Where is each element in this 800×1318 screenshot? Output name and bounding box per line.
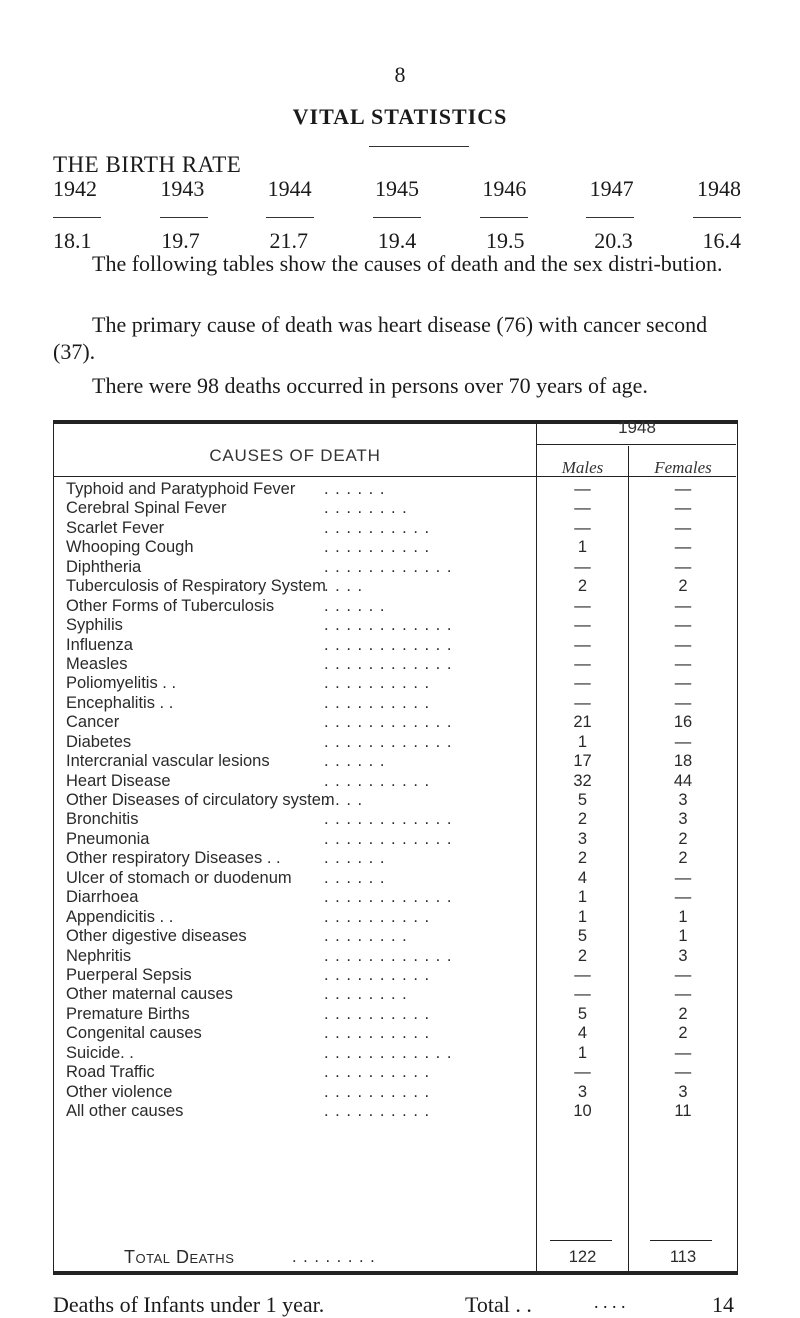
- females-count: 2: [678, 1024, 688, 1043]
- total-deaths-label: Total Deaths: [124, 1247, 235, 1267]
- females-count: —: [674, 499, 692, 518]
- year-1947: 1947: [589, 176, 634, 201]
- males-count: 5: [577, 791, 588, 809]
- males-count: —: [574, 518, 591, 537]
- males-count: 5: [577, 1004, 588, 1023]
- males-sum-rule: [550, 1240, 612, 1241]
- females-count: —: [674, 480, 692, 498]
- table-row: [54, 810, 736, 829]
- rate-1944: 21.7: [269, 228, 308, 253]
- rate-1945: 19.4: [377, 228, 417, 253]
- females-count: —: [674, 654, 692, 673]
- cause-label: Nephritis: [66, 946, 132, 965]
- leader-dots: . . . .: [324, 791, 364, 809]
- page-title: VITAL STATISTICS: [292, 104, 508, 129]
- cause-label: Other maternal causes: [66, 985, 233, 1004]
- males-count: 1: [577, 538, 588, 557]
- leader-dots: . . . . . .: [324, 480, 386, 498]
- females-count: —: [674, 635, 692, 654]
- table-row: [54, 616, 736, 635]
- causes-of-death-table: [53, 420, 738, 1275]
- females-count: 1: [678, 927, 688, 946]
- females-count: —: [674, 616, 692, 635]
- table-row: [54, 830, 736, 849]
- leader-dots: . . . .: [324, 577, 364, 596]
- males-count: 1: [577, 1043, 588, 1062]
- table-row: [54, 927, 736, 946]
- table-row: [54, 733, 736, 752]
- infant-deaths-label: Deaths of Infants under 1 year.: [53, 1292, 325, 1317]
- leader-dots: . . . . . . . . . .: [324, 1024, 431, 1043]
- leader-dots: . . . . . . . . . . . .: [324, 946, 453, 965]
- table-row: [54, 1044, 736, 1063]
- cause-label: Suicide. .: [66, 1043, 134, 1062]
- cause-label: Whooping Cough: [66, 538, 194, 557]
- rate-1942: 18.1: [53, 228, 92, 253]
- females-count: —: [674, 518, 692, 537]
- table-row: [54, 713, 736, 732]
- males-count: 2: [577, 810, 588, 829]
- females-count: —: [674, 557, 692, 576]
- females-count: —: [674, 868, 692, 887]
- table-row: [54, 694, 736, 713]
- males-count: —: [574, 965, 591, 984]
- cause-label: Premature Births: [66, 1004, 190, 1023]
- cause-label: Diabetes: [66, 732, 132, 751]
- rate-1948: 16.4: [702, 228, 741, 253]
- table-row: [54, 985, 736, 1004]
- males-count: 2: [577, 946, 588, 965]
- year-1943: 1943: [160, 176, 205, 201]
- table-row: [54, 791, 736, 810]
- leader-dots: . . . . . . . . . . . .: [324, 654, 453, 673]
- males-count: 1: [577, 732, 588, 751]
- cause-label: Other violence: [66, 1082, 173, 1101]
- leader-dots: . . . . . . . .: [324, 927, 408, 946]
- leader-dots: . . . . . . . .: [324, 499, 408, 518]
- cause-label: Heart Disease: [66, 771, 171, 790]
- infant-total-dots: . . . .: [594, 1292, 626, 1312]
- males-count: 5: [577, 927, 588, 946]
- females-count: 3: [678, 1082, 688, 1101]
- cause-label: Other respiratory Diseases . .: [66, 849, 281, 868]
- table-row: [54, 772, 736, 791]
- cause-label: Other Forms of Tuberculosis: [66, 596, 275, 615]
- males-count: —: [574, 557, 591, 576]
- table-row: [54, 499, 736, 518]
- table-row: [54, 597, 736, 616]
- cause-label: Congenital causes: [66, 1024, 202, 1043]
- males-count: 32: [573, 771, 592, 790]
- cause-label: Scarlet Fever: [66, 518, 165, 537]
- leader-dots: . . . . . . . . . . . .: [324, 810, 453, 829]
- cause-label: Other Diseases of circulatory system: [66, 791, 335, 809]
- table-row: [54, 888, 736, 907]
- females-count: —: [674, 674, 692, 693]
- females-count: 16: [673, 713, 693, 732]
- leader-dots: . . . . . . . . . . . .: [324, 557, 453, 576]
- table-row: [54, 519, 736, 538]
- year-header: 1948: [618, 418, 656, 437]
- females-header: Females: [654, 458, 712, 477]
- females-count: 2: [678, 829, 688, 848]
- leader-dots: . . . . . . . . . .: [324, 1102, 431, 1120]
- males-count: —: [574, 654, 591, 673]
- males-count: 2: [577, 849, 588, 868]
- females-count: —: [674, 693, 692, 712]
- table-row: [54, 558, 736, 577]
- females-count: 11: [674, 1102, 692, 1120]
- males-count: —: [574, 1063, 591, 1082]
- leader-dots: . . . . . . . . . .: [324, 1063, 431, 1082]
- rate-1946: 19.5: [486, 228, 525, 253]
- females-count: 18: [673, 752, 693, 771]
- females-count: 1: [678, 907, 688, 926]
- males-count: 17: [573, 752, 592, 771]
- total-leader-dots: . . . . . . . .: [292, 1248, 376, 1266]
- leader-dots: . . . . . . . .: [324, 985, 408, 1004]
- paragraph-primary-cause: The primary cause of death was heart disease (76) with cancer second (37).: [53, 312, 708, 364]
- males-count: —: [574, 596, 591, 615]
- leader-dots: . . . . . . . . . .: [324, 538, 431, 557]
- females-count: 2: [678, 849, 688, 868]
- cause-label: Cerebral Spinal Fever: [66, 499, 227, 518]
- females-count: —: [674, 985, 692, 1004]
- females-count: 2: [678, 1004, 688, 1023]
- females-count: —: [674, 732, 692, 751]
- males-count: 1: [577, 888, 588, 907]
- total-females: 113: [669, 1248, 697, 1266]
- cause-label: Puerperal Sepsis: [66, 965, 192, 984]
- females-count: —: [674, 538, 692, 557]
- table-row: [54, 1024, 736, 1043]
- males-count: —: [574, 480, 591, 498]
- leader-dots: . . . . . . . . . .: [324, 1082, 431, 1101]
- table-row: [54, 869, 736, 888]
- table-row: [54, 674, 736, 693]
- males-count: —: [574, 635, 591, 654]
- table-row: [54, 908, 736, 927]
- cause-label: Measles: [66, 654, 128, 673]
- males-count: 4: [577, 868, 588, 887]
- table-row: [54, 947, 736, 966]
- males-count: 3: [577, 829, 588, 848]
- males-count: —: [574, 985, 591, 1004]
- leader-dots: . . . . . .: [324, 596, 386, 615]
- cause-label: Intercranial vascular lesions: [66, 752, 270, 771]
- males-header: Males: [561, 458, 604, 477]
- total-deaths-row: [54, 1247, 736, 1267]
- cause-label: Other digestive diseases: [66, 927, 247, 946]
- table-row: [54, 752, 736, 771]
- cause-label: All other causes: [66, 1102, 184, 1120]
- cause-label: Road Traffic: [66, 1063, 155, 1082]
- table-row: [54, 1063, 736, 1082]
- cause-label: Ulcer of stomach or duodenum: [66, 868, 292, 887]
- table-row: [54, 1083, 736, 1102]
- paragraph-sex-distribution: The following tables show the causes of death and the sex distri-bution.: [92, 251, 723, 276]
- year-header-rule: [536, 444, 736, 445]
- cause-label: Cancer: [66, 713, 120, 732]
- cause-rows: [54, 480, 736, 1121]
- leader-dots: . . . . . . . . . . . .: [324, 616, 453, 635]
- females-count: 44: [673, 771, 693, 790]
- males-count: 1: [577, 907, 588, 926]
- cause-label: Appendicitis . .: [66, 907, 174, 926]
- birth-rate-rules: [53, 217, 741, 218]
- cause-label: Poliomyelitis . .: [66, 674, 177, 693]
- males-count: —: [574, 616, 591, 635]
- table-row: [54, 966, 736, 985]
- females-count: —: [674, 596, 692, 615]
- cause-label: Syphilis: [66, 616, 123, 635]
- cause-label: Diphtheria: [66, 557, 142, 576]
- leader-dots: . . . . . . . . . .: [324, 518, 431, 537]
- cause-label: Encephalitis . .: [66, 693, 174, 712]
- females-count: —: [674, 1043, 692, 1062]
- cause-label: Influenza: [66, 635, 133, 654]
- paragraph-over-70: There were 98 deaths occurred in persons over 70 years of age.: [92, 373, 648, 398]
- cause-label: Typhoid and Paratyphoid Fever: [66, 480, 296, 498]
- year-1942: 1942: [53, 176, 97, 201]
- females-count: —: [674, 965, 692, 984]
- table-row: [54, 849, 736, 868]
- rate-1943: 19.7: [161, 228, 200, 253]
- title-underline: [369, 146, 469, 147]
- table-row: [54, 577, 736, 596]
- females-count: 3: [678, 946, 688, 965]
- leader-dots: . . . . . . . . . .: [324, 674, 431, 693]
- females-count: —: [674, 1063, 692, 1082]
- leader-dots: . . . . . .: [324, 849, 386, 868]
- cause-label: Bronchitis: [66, 810, 139, 829]
- leader-dots: . . . . . . . . . .: [324, 771, 431, 790]
- males-count: 21: [573, 713, 592, 732]
- leader-dots: . . . . . .: [324, 868, 386, 887]
- leader-dots: . . . . . . . . . . . .: [324, 1043, 453, 1062]
- leader-dots: . . . . . . . . . .: [324, 693, 431, 712]
- leader-dots: . . . . . . . . . .: [324, 907, 431, 926]
- males-count: 3: [577, 1082, 588, 1101]
- females-count: —: [674, 888, 692, 907]
- table-row: [54, 655, 736, 674]
- page-number: 8: [394, 62, 406, 87]
- cause-label: Pneumonia: [66, 829, 150, 848]
- birth-rate-years: [53, 176, 741, 202]
- infant-total-name: Total . .: [465, 1292, 532, 1317]
- cause-label: Diarrhoea: [66, 888, 139, 907]
- females-count: 3: [678, 810, 688, 829]
- cause-label: Tuberculosis of Respiratory System: [66, 577, 326, 596]
- leader-dots: . . . . . .: [324, 752, 386, 771]
- table-row: [54, 1102, 736, 1121]
- rate-1947: 20.3: [594, 228, 633, 253]
- infant-total-value: 14: [712, 1292, 734, 1317]
- total-males: 122: [568, 1248, 597, 1266]
- leader-dots: . . . . . . . . . . . .: [324, 888, 453, 907]
- table-row: [54, 636, 736, 655]
- year-1946: 1946: [482, 176, 527, 201]
- females-sum-rule: [650, 1240, 712, 1241]
- males-count: 4: [577, 1024, 588, 1043]
- table-row: [54, 480, 736, 499]
- males-count: —: [574, 674, 591, 693]
- birth-rate-heading: THE BIRTH RATE: [53, 152, 242, 177]
- leader-dots: . . . . . . . . . . . .: [324, 713, 453, 732]
- leader-dots: . . . . . . . . . . . .: [324, 635, 453, 654]
- causes-header: CAUSES OF DEATH: [209, 446, 381, 465]
- year-1944: 1944: [267, 176, 312, 201]
- year-1945: 1945: [374, 176, 419, 201]
- males-count: —: [574, 499, 591, 518]
- females-count: 3: [678, 791, 688, 809]
- leader-dots: . . . . . . . . . . . .: [324, 732, 453, 751]
- males-count: 2: [577, 577, 588, 596]
- females-count: 2: [678, 577, 688, 596]
- table-row: [54, 1005, 736, 1024]
- year-1948: 1948: [696, 176, 741, 201]
- males-count: —: [574, 693, 591, 712]
- leader-dots: . . . . . . . . . .: [324, 965, 431, 984]
- males-count: 10: [573, 1102, 592, 1120]
- leader-dots: . . . . . . . . . .: [324, 1004, 431, 1023]
- table-row: [54, 538, 736, 557]
- leader-dots: . . . . . . . . . . . .: [324, 829, 453, 848]
